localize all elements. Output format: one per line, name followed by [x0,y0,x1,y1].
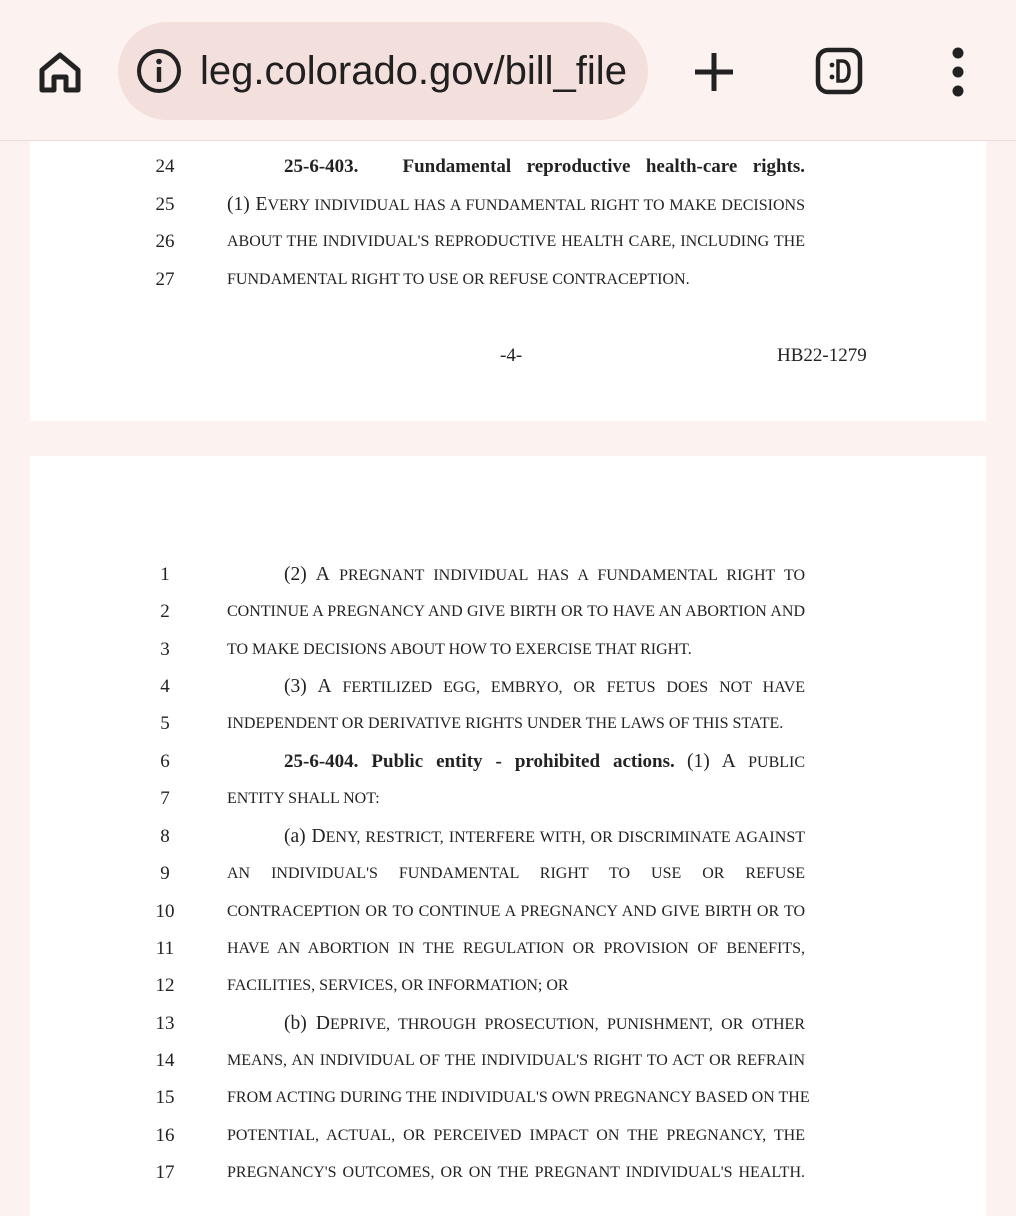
line-text: ABOUT THE INDIVIDUAL'S REPRODUCTIVE HEALTH CARE, INCLUDING THE [227,233,805,250]
line-number: 12 [155,975,175,996]
line-number: 5 [160,713,170,734]
section-heading: 25-6-404. Public entity - prohibited actions. [284,751,675,772]
doc-line [30,597,986,627]
line-text [227,152,805,183]
line-number: 2 [160,601,170,622]
line-number: 13 [155,1013,175,1034]
doc-line [30,822,986,852]
line-text: (a) DENY, RESTRICT, INTERFERE WITH, OR DISCRIMINATE AGAINST [284,826,805,847]
line-text: FROM ACTING DURING THE INDIVIDUAL'S OWN PREGNANCY BASED ON THE [227,1089,810,1106]
line-number: 9 [160,863,170,884]
line-number: 17 [155,1162,175,1183]
doc-line [30,709,986,739]
doc-line [30,1009,986,1039]
line-text: (2) A PREGNANT INDIVIDUAL HAS A FUNDAMENTAL RIGHT TO [284,564,806,585]
line-text: HAVE AN ABORTION IN THE REGULATION OR PROVISION OF BENEFITS, [227,940,805,957]
line-text: CONTINUE A PREGNANCY AND GIVE BIRTH OR TO HAVE AN ABORTION AND [227,603,805,620]
line-number: 16 [155,1125,175,1146]
line-text: TO MAKE DECISIONS ABOUT HOW TO EXERCISE THAT RIGHT. [227,641,692,658]
line-number: 1 [160,564,170,585]
section-number: 25-6-403. [284,156,359,177]
page-number: -4- [500,345,523,366]
section-heading: Fundamental reproductive health-care rights. [402,156,806,177]
doc-line [30,859,986,889]
new-tab-plus-icon[interactable] [690,48,738,96]
line-number: 4 [160,676,170,697]
doc-line [30,1121,986,1151]
line-number: 24 [155,156,175,177]
address-bar[interactable] [118,22,648,120]
doc-line [30,1046,986,1076]
doc-line [30,190,986,220]
line-text: (3) A FERTILIZED EGG, EMBRYO, OR FETUS DOES NOT HAVE [284,676,806,697]
line-text: 25-6-404. Public entity - prohibited actions. (1) A PUBLIC [284,751,806,772]
line-text: FACILITIES, SERVICES, OR INFORMATION; OR [227,977,569,994]
line-number: 15 [155,1087,175,1108]
line-number: 3 [160,639,170,660]
more-vert-icon[interactable] [944,46,972,98]
line-number: 14 [155,1050,175,1071]
url-text[interactable]: leg.colorado.gov/bill_file [200,49,627,93]
line-text: CONTRACEPTION OR TO CONTINUE A PREGNANCY AND GIVE BIRTH OR TO [227,903,805,920]
line-number: 26 [155,231,175,252]
line-text: AN INDIVIDUAL'S FUNDAMENTAL RIGHT TO USE OR REFUSE [227,865,805,882]
doc-line [30,971,986,1001]
line-number: 6 [160,751,170,772]
bill-number: HB22-1279 [777,345,867,366]
doc-line [30,934,986,964]
doc-line [30,672,986,702]
line-number: 8 [160,826,170,847]
line-text: INDEPENDENT OR DERIVATIVE RIGHTS UNDER THE LAWS OF THIS STATE. [227,715,784,732]
line-text: (1) EVERY INDIVIDUAL HAS A FUNDAMENTAL RIGHT TO MAKE DECISIONS [227,194,805,215]
doc-line [30,265,986,295]
doc-line [30,227,986,257]
doc-line [30,635,986,665]
doc-line [30,152,986,182]
doc-line [30,897,986,927]
doc-line [30,784,986,814]
info-icon[interactable] [136,48,182,94]
line-text: ENTITY SHALL NOT: [227,790,380,807]
doc-line [30,1083,986,1113]
line-number: 7 [160,788,170,809]
browser-toolbar [0,0,1016,141]
document-page-5 [30,456,986,1216]
line-text: FUNDAMENTAL RIGHT TO USE OR REFUSE CONTRACEPTION. [227,271,690,288]
line-text: POTENTIAL, ACTUAL, OR PERCEIVED IMPACT ON THE PREGNANCY, THE [227,1127,805,1144]
line-number: 27 [155,269,175,290]
line-text: (b) DEPRIVE, THROUGH PROSECUTION, PUNISHMENT, OR OTHER [284,1013,805,1034]
doc-line [30,747,986,777]
line-number: 10 [155,901,175,922]
document-page-4 [30,141,986,421]
line-text: PREGNANCY'S OUTCOMES, OR ON THE PREGNANT INDIVIDUAL'S HEALTH. [227,1164,805,1181]
line-number: 25 [155,194,175,215]
line-number: 11 [155,938,175,959]
doc-line [30,1158,986,1188]
line-text: MEANS, AN INDIVIDUAL OF THE INDIVIDUAL'S RIGHT TO ACT OR REFRAIN [227,1052,805,1069]
tab-switcher-icon[interactable] [814,46,864,96]
doc-line [30,560,986,590]
home-icon[interactable] [36,48,84,96]
